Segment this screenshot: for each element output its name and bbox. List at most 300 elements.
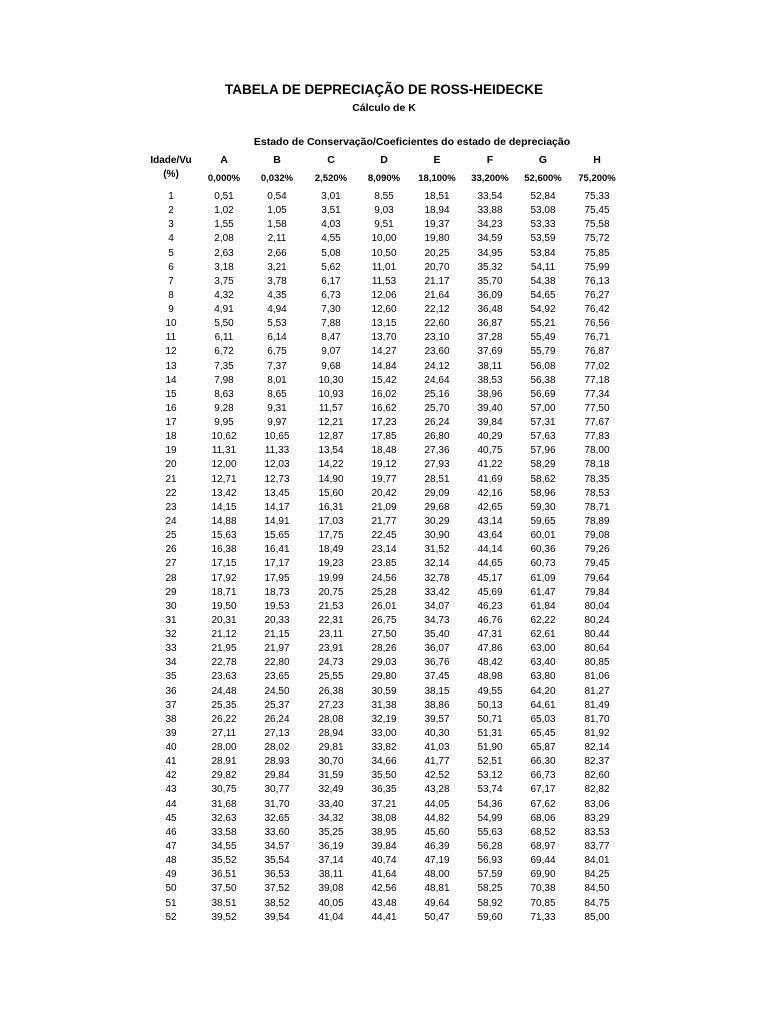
table-cell: 77,34 xyxy=(584,389,610,400)
table-cell: 25,28 xyxy=(371,587,397,598)
table-cell: 32,19 xyxy=(371,714,397,725)
table-cell: 38,96 xyxy=(477,389,503,400)
row-age-cell: 18 xyxy=(165,431,177,442)
table-cell: 63,80 xyxy=(530,671,556,682)
table-cell: 17,23 xyxy=(371,417,397,428)
table-cell: 37,28 xyxy=(477,332,503,343)
table-cell: 55,63 xyxy=(477,827,503,838)
table-cell: 49,64 xyxy=(424,898,450,909)
table-cell: 75,99 xyxy=(584,262,610,273)
table-cell: 15,60 xyxy=(318,488,344,499)
table-cell: 27,36 xyxy=(424,445,450,456)
table-cell: 4,94 xyxy=(267,304,287,315)
table-cell: 38,86 xyxy=(424,700,450,711)
table-cell: 11,57 xyxy=(318,403,344,414)
table-cell: 39,84 xyxy=(371,841,397,852)
row-age-cell: 32 xyxy=(165,629,177,640)
table-cell: 11,53 xyxy=(371,276,397,287)
table-cell: 21,09 xyxy=(371,502,397,513)
table-cell: 25,16 xyxy=(424,389,450,400)
table-cell: 3,18 xyxy=(214,262,234,273)
row-age-cell: 9 xyxy=(168,304,174,315)
table-cell: 53,59 xyxy=(530,233,556,244)
table-cell: 7,88 xyxy=(321,318,341,329)
table-cell: 20,33 xyxy=(264,615,290,626)
table-cell: 36,76 xyxy=(424,657,450,668)
table-cell: 9,03 xyxy=(374,205,394,216)
age-column-unit: (%) xyxy=(163,169,179,180)
table-cell: 2,11 xyxy=(267,233,287,244)
table-cell: 53,12 xyxy=(477,770,503,781)
table-cell: 34,55 xyxy=(211,841,237,852)
table-cell: 10,30 xyxy=(318,375,344,386)
table-cell: 7,35 xyxy=(214,361,234,372)
table-cell: 15,42 xyxy=(371,375,397,386)
table-cell: 39,57 xyxy=(424,714,450,725)
table-cell: 17,85 xyxy=(371,431,397,442)
table-cell: 62,22 xyxy=(530,615,556,626)
table-cell: 13,54 xyxy=(318,445,344,456)
table-cell: 16,62 xyxy=(371,403,397,414)
table-cell: 20,31 xyxy=(211,615,237,626)
table-cell: 3,21 xyxy=(267,262,287,273)
table-cell: 41,77 xyxy=(424,756,450,767)
table-cell: 62,61 xyxy=(530,629,556,640)
table-cell: 5,53 xyxy=(267,318,287,329)
table-cell: 1,05 xyxy=(267,205,287,216)
table-cell: 46,76 xyxy=(477,615,503,626)
table-cell: 22,12 xyxy=(424,304,450,315)
table-cell: 30,70 xyxy=(318,756,344,767)
table-cell: 18,48 xyxy=(371,445,397,456)
table-cell: 22,45 xyxy=(371,530,397,541)
table-cell: 84,01 xyxy=(584,855,610,866)
table-cell: 79,64 xyxy=(584,573,610,584)
document-title: TABELA DE DEPRECIAÇÃO DE ROSS-HEIDECKE xyxy=(224,82,544,97)
table-cell: 26,22 xyxy=(211,714,237,725)
table-cell: 59,60 xyxy=(477,912,503,923)
table-cell: 41,03 xyxy=(424,742,450,753)
table-cell: 36,19 xyxy=(318,841,344,852)
table-cell: 65,45 xyxy=(530,728,556,739)
table-cell: 29,09 xyxy=(424,488,450,499)
table-cell: 46,39 xyxy=(424,841,450,852)
table-cell: 28,26 xyxy=(371,643,397,654)
row-age-cell: 50 xyxy=(165,883,177,894)
table-cell: 4,32 xyxy=(214,290,234,301)
table-cell: 38,52 xyxy=(264,898,290,909)
table-cell: 39,84 xyxy=(477,417,503,428)
table-cell: 17,75 xyxy=(318,530,344,541)
table-cell: 57,96 xyxy=(530,445,556,456)
row-age-cell: 49 xyxy=(165,869,177,880)
row-age-cell: 24 xyxy=(165,516,177,527)
table-cell: 12,06 xyxy=(371,290,397,301)
table-cell: 5,62 xyxy=(321,262,341,273)
table-cell: 48,42 xyxy=(477,657,503,668)
row-age-cell: 13 xyxy=(165,361,177,372)
table-cell: 79,08 xyxy=(584,530,610,541)
table-cell: 14,88 xyxy=(211,516,237,527)
table-cell: 57,00 xyxy=(530,403,556,414)
table-cell: 83,77 xyxy=(584,841,610,852)
table-cell: 0,51 xyxy=(214,191,234,202)
table-cell: 10,50 xyxy=(371,248,397,259)
table-cell: 75,33 xyxy=(584,191,610,202)
table-cell: 30,75 xyxy=(211,784,237,795)
table-cell: 67,62 xyxy=(530,799,556,810)
table-cell: 1,02 xyxy=(214,205,234,216)
table-cell: 80,85 xyxy=(584,657,610,668)
table-cell: 63,40 xyxy=(530,657,556,668)
table-cell: 3,01 xyxy=(321,191,341,202)
table-cell: 36,09 xyxy=(477,290,503,301)
table-cell: 35,54 xyxy=(264,855,290,866)
table-cell: 83,29 xyxy=(584,813,610,824)
table-cell: 54,38 xyxy=(530,276,556,287)
table-cell: 23,63 xyxy=(211,671,237,682)
table-cell: 28,94 xyxy=(318,728,344,739)
table-cell: 9,51 xyxy=(374,219,394,230)
table-cell: 19,12 xyxy=(371,459,397,470)
table-cell: 0,54 xyxy=(267,191,287,202)
table-cell: 80,44 xyxy=(584,629,610,640)
table-cell: 27,11 xyxy=(211,728,237,739)
row-age-cell: 45 xyxy=(165,813,177,824)
row-age-cell: 14 xyxy=(165,375,177,386)
table-cell: 66,30 xyxy=(530,756,556,767)
table-cell: 12,21 xyxy=(318,417,344,428)
column-coefficient-e: 18,100% xyxy=(418,173,456,184)
table-cell: 52,51 xyxy=(477,756,503,767)
table-cell: 85,00 xyxy=(584,912,610,923)
table-cell: 37,14 xyxy=(318,855,344,866)
table-cell: 21,12 xyxy=(211,629,237,640)
table-cell: 7,37 xyxy=(267,361,287,372)
table-cell: 12,87 xyxy=(318,431,344,442)
table-cell: 8,47 xyxy=(321,332,341,343)
column-header-e: E xyxy=(433,154,441,166)
table-cell: 51,31 xyxy=(477,728,503,739)
table-cell: 18,49 xyxy=(318,544,344,555)
table-cell: 75,72 xyxy=(584,233,610,244)
row-age-cell: 19 xyxy=(165,445,177,456)
table-cell: 54,11 xyxy=(530,262,556,273)
column-coefficient-a: 0,000% xyxy=(207,173,241,184)
table-cell: 78,89 xyxy=(584,516,610,527)
table-cell: 28,08 xyxy=(318,714,344,725)
table-cell: 56,08 xyxy=(530,361,556,372)
table-cell: 78,53 xyxy=(584,488,610,499)
table-cell: 35,70 xyxy=(477,276,503,287)
row-age-cell: 12 xyxy=(165,346,177,357)
table-cell: 55,79 xyxy=(530,346,556,357)
table-cell: 78,18 xyxy=(584,459,610,470)
table-cell: 12,71 xyxy=(211,474,237,485)
row-age-cell: 11 xyxy=(165,332,177,343)
table-cell: 27,23 xyxy=(318,700,344,711)
table-cell: 12,73 xyxy=(264,474,290,485)
table-cell: 18,73 xyxy=(264,587,290,598)
row-age-cell: 29 xyxy=(165,587,177,598)
table-cell: 9,68 xyxy=(321,361,341,372)
table-cell: 40,75 xyxy=(477,445,503,456)
table-cell: 54,99 xyxy=(477,813,503,824)
row-age-cell: 40 xyxy=(165,742,177,753)
table-cell: 25,55 xyxy=(318,671,344,682)
table-cell: 59,30 xyxy=(530,502,556,513)
table-cell: 63,00 xyxy=(530,643,556,654)
table-cell: 10,00 xyxy=(371,233,397,244)
column-header-c: C xyxy=(327,154,335,166)
table-cell: 33,88 xyxy=(477,205,503,216)
table-cell: 12,03 xyxy=(264,459,290,470)
table-cell: 2,63 xyxy=(214,248,234,259)
table-cell: 45,69 xyxy=(477,587,503,598)
table-cell: 4,91 xyxy=(214,304,234,315)
table-cell: 65,03 xyxy=(530,714,556,725)
table-cell: 21,15 xyxy=(264,629,290,640)
table-cell: 33,54 xyxy=(477,191,503,202)
table-cell: 53,74 xyxy=(477,784,503,795)
table-cell: 20,70 xyxy=(424,262,450,273)
table-cell: 27,50 xyxy=(371,629,397,640)
table-cell: 19,37 xyxy=(424,219,450,230)
table-cell: 38,11 xyxy=(477,361,503,372)
table-cell: 31,59 xyxy=(318,770,344,781)
table-cell: 82,37 xyxy=(584,756,610,767)
row-age-cell: 36 xyxy=(165,686,177,697)
table-cell: 65,87 xyxy=(530,742,556,753)
table-cell: 60,36 xyxy=(530,544,556,555)
table-cell: 28,51 xyxy=(424,474,450,485)
table-cell: 64,20 xyxy=(530,686,556,697)
row-age-cell: 23 xyxy=(165,502,177,513)
table-cell: 30,77 xyxy=(264,784,290,795)
column-header-b: B xyxy=(273,154,281,166)
table-cell: 53,84 xyxy=(530,248,556,259)
column-header-a: A xyxy=(220,154,228,166)
table-cell: 34,66 xyxy=(371,756,397,767)
row-age-cell: 51 xyxy=(165,898,177,909)
table-cell: 40,30 xyxy=(424,728,450,739)
table-cell: 2,66 xyxy=(267,248,287,259)
table-cell: 36,07 xyxy=(424,643,450,654)
table-cell: 84,25 xyxy=(584,869,610,880)
table-cell: 21,95 xyxy=(211,643,237,654)
row-age-cell: 5 xyxy=(168,248,174,259)
table-cell: 38,11 xyxy=(318,869,344,880)
table-cell: 77,67 xyxy=(584,417,610,428)
table-cell: 10,62 xyxy=(211,431,237,442)
row-age-cell: 3 xyxy=(168,219,174,230)
table-cell: 24,50 xyxy=(264,686,290,697)
table-cell: 3,75 xyxy=(214,276,234,287)
table-cell: 30,29 xyxy=(424,516,450,527)
table-cell: 44,82 xyxy=(424,813,450,824)
table-cell: 24,12 xyxy=(424,361,450,372)
table-cell: 24,48 xyxy=(211,686,237,697)
table-cell: 41,22 xyxy=(477,459,503,470)
table-cell: 26,80 xyxy=(424,431,450,442)
column-coefficient-g: 52,600% xyxy=(524,173,562,184)
table-cell: 12,60 xyxy=(371,304,397,315)
table-cell: 64,61 xyxy=(530,700,556,711)
table-cell: 39,52 xyxy=(211,912,237,923)
row-age-cell: 10 xyxy=(165,318,177,329)
table-cell: 10,65 xyxy=(264,431,290,442)
table-cell: 15,63 xyxy=(211,530,237,541)
table-cell: 80,64 xyxy=(584,643,610,654)
table-cell: 17,92 xyxy=(211,573,237,584)
row-age-cell: 8 xyxy=(168,290,174,301)
table-cell: 4,55 xyxy=(321,233,341,244)
row-age-cell: 42 xyxy=(165,770,177,781)
table-cell: 16,38 xyxy=(211,544,237,555)
table-cell: 56,69 xyxy=(530,389,556,400)
table-cell: 76,87 xyxy=(584,346,610,357)
table-cell: 44,41 xyxy=(371,912,397,923)
table-cell: 40,74 xyxy=(371,855,397,866)
row-age-cell: 46 xyxy=(165,827,177,838)
table-cell: 19,23 xyxy=(318,558,344,569)
row-age-cell: 48 xyxy=(165,855,177,866)
table-cell: 56,93 xyxy=(477,855,503,866)
table-cell: 58,92 xyxy=(477,898,503,909)
row-age-cell: 28 xyxy=(165,573,177,584)
table-cell: 55,21 xyxy=(530,318,556,329)
table-cell: 43,28 xyxy=(424,784,450,795)
table-cell: 44,65 xyxy=(477,558,503,569)
table-cell: 12,00 xyxy=(211,459,237,470)
table-cell: 36,53 xyxy=(264,869,290,880)
table-cell: 38,95 xyxy=(371,827,397,838)
table-cell: 19,53 xyxy=(264,601,290,612)
row-age-cell: 15 xyxy=(165,389,177,400)
table-cell: 35,32 xyxy=(477,262,503,273)
table-cell: 41,64 xyxy=(371,869,397,880)
table-cell: 18,71 xyxy=(211,587,237,598)
table-cell: 23,11 xyxy=(318,629,344,640)
column-coefficient-b: 0,032% xyxy=(260,173,294,184)
table-cell: 20,25 xyxy=(424,248,450,259)
table-cell: 50,13 xyxy=(477,700,503,711)
table-cell: 42,65 xyxy=(477,502,503,513)
table-cell: 44,05 xyxy=(424,799,450,810)
table-cell: 17,95 xyxy=(264,573,290,584)
table-cell: 60,01 xyxy=(530,530,556,541)
table-cell: 48,81 xyxy=(424,883,450,894)
table-cell: 35,50 xyxy=(371,770,397,781)
table-cell: 47,19 xyxy=(424,855,450,866)
table-cell: 30,59 xyxy=(371,686,397,697)
table-cell: 77,83 xyxy=(584,431,610,442)
row-age-cell: 34 xyxy=(165,657,177,668)
table-cell: 17,15 xyxy=(211,558,237,569)
table-cell: 24,64 xyxy=(424,375,450,386)
row-age-cell: 35 xyxy=(165,671,177,682)
table-cell: 14,15 xyxy=(211,502,237,513)
table-cell: 59,65 xyxy=(530,516,556,527)
table-cell: 50,71 xyxy=(477,714,503,725)
table-cell: 32,63 xyxy=(211,813,237,824)
table-cell: 20,42 xyxy=(371,488,397,499)
row-age-cell: 37 xyxy=(165,700,177,711)
table-cell: 68,97 xyxy=(530,841,556,852)
table-cell: 19,77 xyxy=(371,474,397,485)
table-cell: 13,45 xyxy=(264,488,290,499)
row-age-cell: 1 xyxy=(168,191,174,202)
table-cell: 28,91 xyxy=(211,756,237,767)
table-cell: 19,99 xyxy=(318,573,344,584)
table-cell: 14,27 xyxy=(371,346,397,357)
table-cell: 34,95 xyxy=(477,248,503,259)
table-cell: 29,81 xyxy=(318,742,344,753)
table-cell: 76,56 xyxy=(584,318,610,329)
table-cell: 82,14 xyxy=(584,742,610,753)
table-cell: 24,56 xyxy=(371,573,397,584)
table-cell: 82,82 xyxy=(584,784,610,795)
table-cell: 10,93 xyxy=(318,389,344,400)
table-cell: 19,50 xyxy=(211,601,237,612)
column-header-d: D xyxy=(380,154,388,166)
table-cell: 81,49 xyxy=(584,700,610,711)
table-cell: 5,50 xyxy=(214,318,234,329)
table-cell: 54,92 xyxy=(530,304,556,315)
table-cell: 58,25 xyxy=(477,883,503,894)
table-cell: 6,75 xyxy=(267,346,287,357)
table-cell: 34,57 xyxy=(264,841,290,852)
table-cell: 78,00 xyxy=(584,445,610,456)
table-cell: 61,47 xyxy=(530,587,556,598)
table-cell: 58,62 xyxy=(530,474,556,485)
column-coefficient-d: 8,090% xyxy=(367,173,401,184)
row-age-cell: 6 xyxy=(168,262,174,273)
table-cell: 13,42 xyxy=(211,488,237,499)
table-cell: 26,24 xyxy=(264,714,290,725)
table-cell: 43,48 xyxy=(371,898,397,909)
table-cell: 31,38 xyxy=(371,700,397,711)
table-cell: 77,02 xyxy=(584,361,610,372)
table-cell: 32,65 xyxy=(264,813,290,824)
table-cell: 42,52 xyxy=(424,770,450,781)
table-cell: 33,00 xyxy=(371,728,397,739)
column-header-h: H xyxy=(593,154,601,166)
table-cell: 25,37 xyxy=(264,700,290,711)
row-age-cell: 30 xyxy=(165,601,177,612)
table-cell: 81,92 xyxy=(584,728,610,739)
row-age-cell: 39 xyxy=(165,728,177,739)
table-cell: 57,59 xyxy=(477,869,503,880)
table-cell: 8,01 xyxy=(267,375,287,386)
table-cell: 14,22 xyxy=(318,459,344,470)
table-cell: 31,52 xyxy=(424,544,450,555)
table-cell: 6,17 xyxy=(321,276,341,287)
table-cell: 11,31 xyxy=(211,445,237,456)
table-cell: 6,73 xyxy=(321,290,341,301)
table-cell: 45,17 xyxy=(477,573,503,584)
row-age-cell: 4 xyxy=(168,233,174,244)
table-cell: 76,71 xyxy=(584,332,610,343)
table-cell: 9,95 xyxy=(214,417,234,428)
table-cell: 45,60 xyxy=(424,827,450,838)
row-age-cell: 31 xyxy=(165,615,177,626)
table-cell: 21,64 xyxy=(424,290,450,301)
table-cell: 35,52 xyxy=(211,855,237,866)
table-cell: 60,73 xyxy=(530,558,556,569)
table-cell: 4,35 xyxy=(267,290,287,301)
table-cell: 36,51 xyxy=(211,869,237,880)
